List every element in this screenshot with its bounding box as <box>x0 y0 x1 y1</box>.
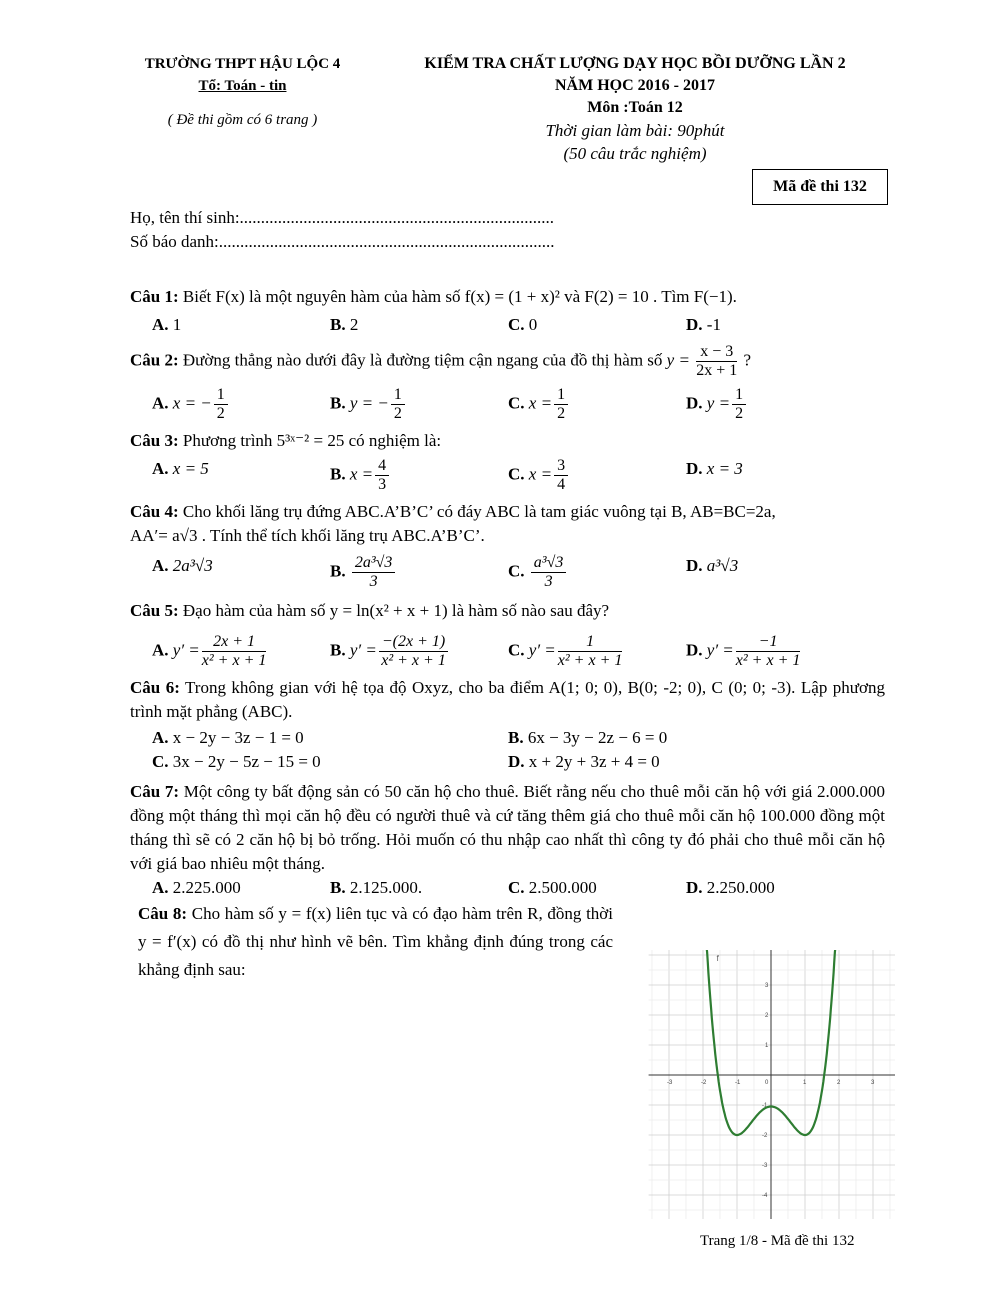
question-6 <box>130 676 885 724</box>
x-tick-label: 1 <box>803 1080 807 1086</box>
options-1 <box>152 313 885 337</box>
options-6-row-2 <box>152 750 885 774</box>
options-5 <box>152 633 885 670</box>
y-tick-label: -2 <box>762 1133 768 1139</box>
question-text: Một công ty bất động sản có 50 căn hộ cho thuê. Biết rằng nếu cho thuê mỗi căn hộ với giá 2.000.000 đồng một tháng thì mọi căn hộ đều có người thuê và cứ tăng thêm giá cho thuê mỗi căn hộ 100.000 đồng một tháng thì sẽ có 2 căn hộ bị bỏ trống. Hỏi muốn có thu nhập cao nhất thì công ty đó phải cho thuê mỗi căn hộ với giá bao nhiêu một tháng. <box>130 782 885 873</box>
department: Tổ: Toán - tin <box>198 78 287 94</box>
x-tick-label: 0 <box>765 1080 769 1086</box>
fraction: $\frac{x - 3}{2x + 1}$ <box>696 343 738 379</box>
option-c[interactable]: C. 2.500.000 <box>508 878 597 897</box>
option-b[interactable]: B. 2 <box>330 315 359 334</box>
option-c[interactable]: C. y′ = $\frac{1}{\text{x² + x + 1}}$ <box>508 633 623 669</box>
question-5 <box>130 599 885 623</box>
options-7 <box>152 876 885 900</box>
x-tick-label: -2 <box>701 1080 707 1086</box>
question-text: Đường thẳng nào dưới đây là đường tiệm cận ngang của đồ thị hàm số <box>182 350 663 370</box>
option-b[interactable]: B. 2.125.000. <box>330 878 423 897</box>
school-header <box>130 53 355 131</box>
options-6-row-1 <box>152 726 885 750</box>
y-tick-label: -3 <box>762 1163 768 1169</box>
option-a[interactable]: A. 2.225.000 <box>152 878 241 897</box>
question-label: Câu 6: <box>130 678 180 697</box>
x-tick-label: -1 <box>735 1080 741 1086</box>
option-a[interactable]: A. 2a³√3 <box>152 556 213 575</box>
x-tick-label: 3 <box>871 1080 875 1086</box>
subject: Môn :Toán 12 <box>587 99 683 116</box>
y-tick-label: 3 <box>765 983 769 989</box>
question-label: Câu 1: <box>130 287 179 306</box>
question-list <box>130 285 885 984</box>
option-b[interactable]: B. y′ = $\frac{-(2x + 1)}{\text{x² + x + 1}}$ <box>330 633 508 670</box>
option-a[interactable]: A. x = 5 <box>152 459 209 478</box>
question-4 <box>130 500 885 524</box>
option-b[interactable]: B. x = $\frac{4}{3}$ <box>330 457 508 494</box>
option-b[interactable]: B. 6x − 3y − 2z − 6 = 0 <box>508 728 668 747</box>
option-a[interactable]: A. 1 <box>152 315 182 334</box>
question-label: Câu 4: <box>130 502 179 521</box>
option-d[interactable]: D. -1 <box>686 315 721 334</box>
option-d[interactable]: D. a³√3 <box>686 556 739 575</box>
curve-label: f <box>716 954 719 963</box>
graph-axes <box>649 950 895 1219</box>
exam-code-box: Mã đề thi 132 <box>752 169 888 205</box>
question-2: Câu 2: Đường thẳng nào dưới đây là đường tiệm cận ngang của đồ thị hàm số y = $\frac{x - 3}{2x + 1}$ ? <box>130 343 752 379</box>
question-label: Câu 2: <box>130 350 179 370</box>
y-tick-label: -1 <box>762 1103 768 1109</box>
question-label: Câu 7: <box>130 782 180 801</box>
option-b[interactable]: B. $\frac{\text{2a³√3}}{3}$ <box>330 554 508 591</box>
options-4 <box>152 554 885 591</box>
option-a[interactable]: A. x = − $\frac{1}{2}$ <box>152 386 330 423</box>
y-tick-label: -4 <box>762 1193 768 1199</box>
pages-note: ( Đề thi gồm có 6 trang ) <box>167 112 318 128</box>
question-text: Đạo hàm của hàm số y = ln(x² + x + 1) là hàm số nào sau đây? <box>182 601 610 620</box>
option-c[interactable]: C. $\frac{\text{a³√3}}{3}$ <box>508 554 686 591</box>
y-tick-label: 1 <box>765 1043 769 1049</box>
option-c[interactable]: C. x = $\frac{1}{2}$ <box>508 386 686 423</box>
student-name-line: Họ, tên thí sinh:.......................................................................... <box>130 208 555 227</box>
options-3 <box>152 457 885 494</box>
option-a[interactable]: A. x − 2y − 3z − 1 = 0 <box>152 728 304 747</box>
option-d[interactable]: D. y′ = $\frac{-1}{\text{x² + x + 1}}$ <box>686 633 801 669</box>
option-a[interactable]: A. y′ = $\frac{2x + 1}{\text{x² + x + 1}}$ <box>152 633 267 669</box>
derivative-graph <box>640 950 895 1220</box>
question-1 <box>130 285 885 309</box>
question-text: Cho hàm số y = f(x) liên tục và có đạo hàm trên R, đồng thời y = f′(x) có đồ thị như hình vẽ bên. Tìm khẳng định đúng trong các khẳng định sau: <box>138 904 614 979</box>
option-c[interactable]: C. 3x − 2y − 5z − 15 = 0 <box>152 752 321 771</box>
graph-grid <box>649 950 895 1219</box>
x-tick-label: -3 <box>667 1080 673 1086</box>
question-text: Cho khối lăng trụ đứng ABC.A’B’C’ có đáy ABC là tam giác vuông tại B, AB=BC=2a, <box>182 502 776 521</box>
page-footer: Trang 1/8 - Mã đề thi 132 <box>700 1233 855 1249</box>
option-d[interactable]: D. x = 3 <box>686 459 743 478</box>
question-label: Câu 8: <box>138 904 188 923</box>
x-tick-label: 2 <box>837 1080 841 1086</box>
option-c[interactable]: C. x = $\frac{3}{4}$ <box>508 457 686 494</box>
school-name: TRƯỜNG THPT HẬU LỘC 4 <box>144 56 341 72</box>
question-4-line-2: AA′= a√3 . Tính thể tích khối lăng trụ ABC.A’B’C’. <box>130 526 485 545</box>
question-label: Câu 3: <box>130 431 179 450</box>
exam-title: KIỂM TRA CHẤT LƯỢNG DẠY HỌC BỒI DƯỠNG LẦN 2 <box>424 55 846 72</box>
question-7 <box>130 780 885 876</box>
question-text: Trong không gian với hệ tọa độ Oxyz, cho ba điểm A(1; 0; 0), B(0; -2; 0), C (0; 0; -3). Lập phương trình mặt phẳng (ABC). <box>130 678 885 721</box>
question-count: (50 câu trắc nghiệm) <box>563 144 707 163</box>
student-id-line: Số báo danh:............................................................................... <box>130 232 555 251</box>
option-d[interactable]: D. x + 2y + 3z + 4 = 0 <box>508 752 660 771</box>
duration: Thời gian làm bài: 90phút <box>545 121 725 140</box>
question-8 <box>138 900 613 984</box>
question-text: Phương trình 5³ˣ⁻² = 25 có nghiệm là: <box>182 431 442 450</box>
option-d[interactable]: D. y = $\frac{1}{2}$ <box>686 386 864 423</box>
option-b[interactable]: B. y = − $\frac{1}{2}$ <box>330 386 508 423</box>
school-year: NĂM HỌC 2016 - 2017 <box>555 77 715 94</box>
options-2 <box>152 386 885 423</box>
option-c[interactable]: C. 0 <box>508 315 538 334</box>
y-tick-label: 2 <box>765 1013 769 1019</box>
question-3 <box>130 429 885 453</box>
question-text: Biết F(x) là một nguyên hàm của hàm số f(x) = (1 + x)² và F(2) = 10 . Tìm F(−1). <box>182 287 737 306</box>
question-label: Câu 5: <box>130 601 179 620</box>
option-d[interactable]: D. 2.250.000 <box>686 878 775 897</box>
exam-header <box>385 53 885 165</box>
